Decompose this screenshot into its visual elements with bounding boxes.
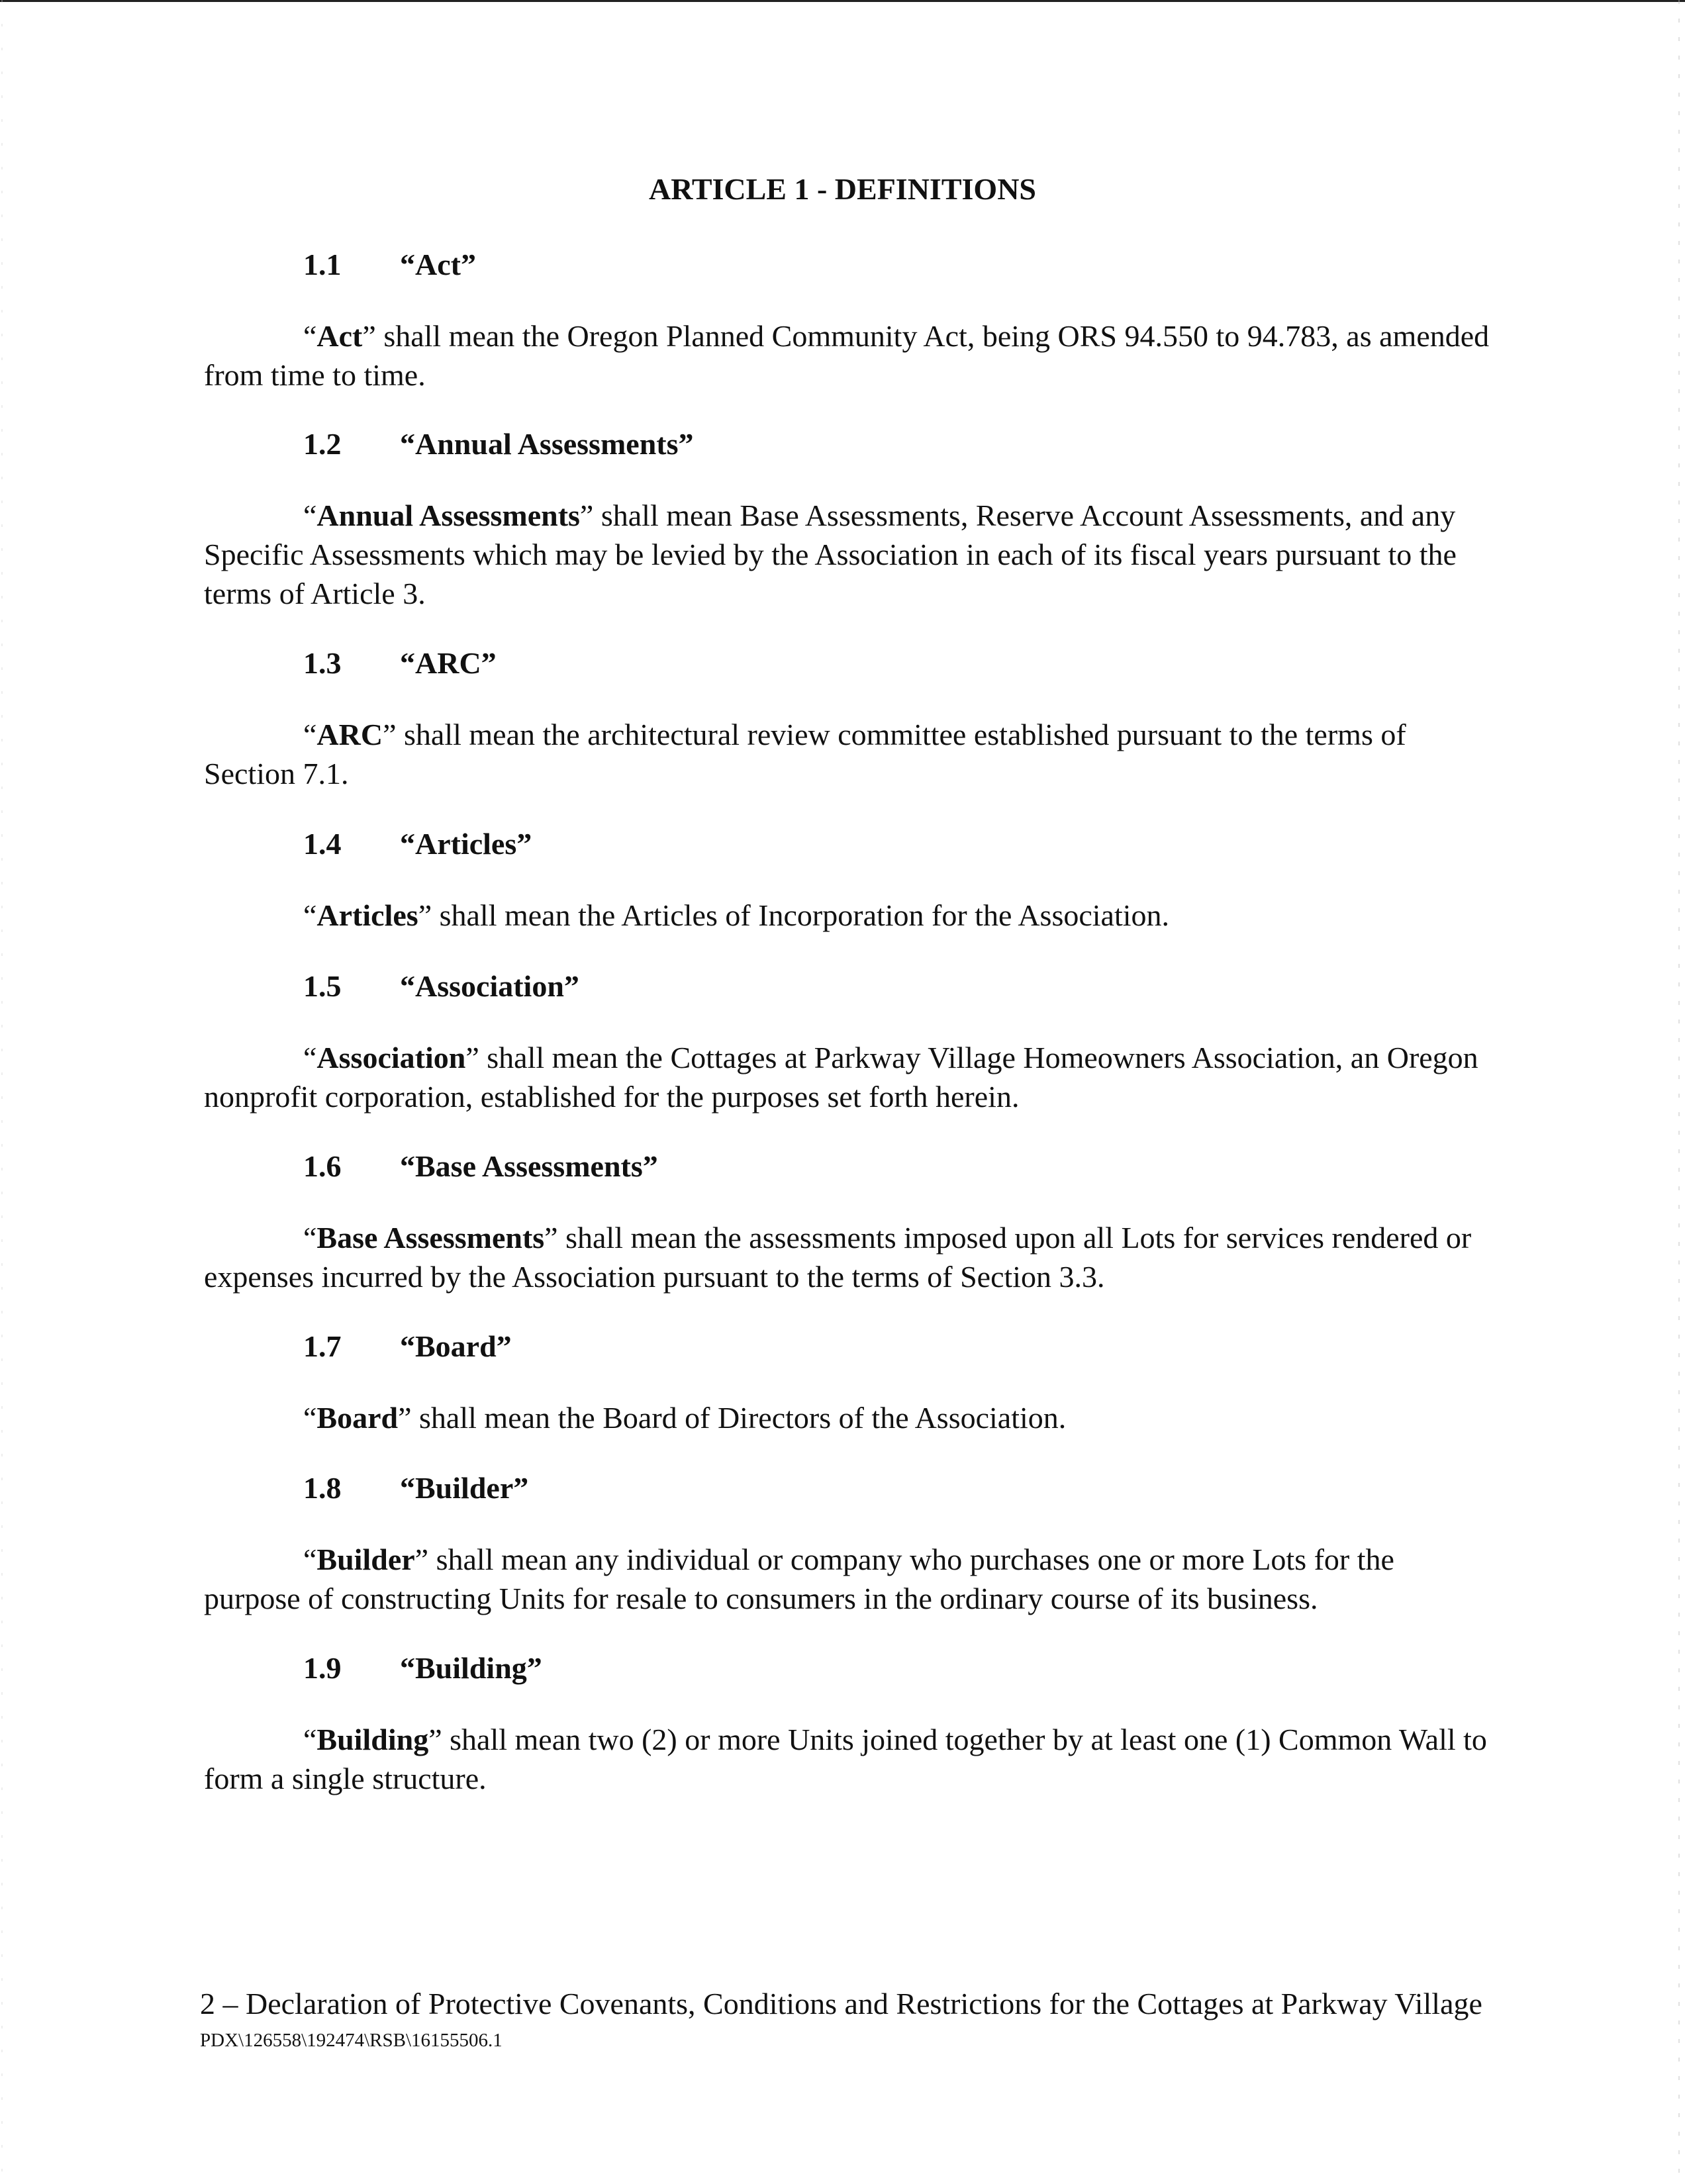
section-heading [303, 1147, 658, 1186]
section-title: “ARC” [400, 646, 497, 680]
section-definition: “Building” shall mean two (2) or more Units joined together by at least one (1) Common Wall to form a single structure. [204, 1723, 1487, 1795]
article-title: ARTICLE 1 - DEFINITIONS [649, 172, 1036, 206]
section-heading [303, 424, 694, 464]
defined-term: Board [316, 1401, 399, 1435]
section-definition: “Association” shall mean the Cottages at Parkway Village Homeowners Association, an Oregon nonprofit corporation, established for the purposes set forth herein. [204, 1041, 1478, 1114]
section-title: “Base Assessments” [400, 1149, 658, 1183]
section-title: “Builder” [400, 1471, 529, 1505]
scan-top-border [0, 0, 1685, 2]
defined-term: Association [316, 1041, 466, 1074]
section-title: “Articles” [400, 827, 532, 861]
section-definition: “Board” shall mean the Board of Directors of the Association. [303, 1401, 1067, 1435]
page-footer [200, 1985, 1517, 2052]
defined-term: ARC [316, 718, 383, 751]
section-number: 1.7 [303, 1329, 342, 1363]
section-heading [303, 643, 497, 683]
footer-document-id: PDX\126558\192474\RSB\16155506.1 [200, 2030, 503, 2051]
section-number: 1.4 [303, 827, 342, 861]
section-heading [303, 245, 476, 285]
section-number: 1.3 [303, 646, 342, 680]
section-heading [303, 1327, 512, 1366]
defined-term: Base Assessments [316, 1221, 545, 1255]
section-number: 1.5 [303, 969, 342, 1003]
section-definition: “Annual Assessments” shall mean Base Assessments, Reserve Account Assessments, and any Specific Assessments which may be levied by the Association in each of its fiscal years pursuant to the terms of Article 3. [204, 499, 1457, 610]
section-title: “Act” [400, 248, 476, 281]
section-title: “Association” [400, 969, 579, 1003]
section-number: 1.6 [303, 1149, 342, 1183]
section-heading [303, 824, 532, 864]
section-definition: “Builder” shall mean any individual or company who purchases one or more Lots for the purpose of constructing Units for resale to consumers in the ordinary course of its business. [204, 1543, 1394, 1615]
section-definition: “ARC” shall mean the architectural review committee established pursuant to the terms of Section 7.1. [204, 718, 1406, 790]
footer-title: 2 – Declaration of Protective Covenants, Conditions and Restrictions for the Cottages at Parkway Village [200, 1987, 1482, 2020]
section-number: 1.2 [303, 427, 342, 461]
section-title: “Annual Assessments” [400, 427, 694, 461]
defined-term: Annual Assessments [316, 499, 580, 532]
defined-term: Builder [316, 1543, 415, 1576]
section-title: “Board” [400, 1329, 512, 1363]
section-heading [303, 1468, 528, 1508]
defined-term: Building [316, 1723, 429, 1756]
section-number: 1.9 [303, 1651, 342, 1685]
section-heading [303, 967, 579, 1006]
section-title: “Building” [400, 1651, 542, 1685]
scan-left-edge [1, 0, 3, 2184]
defined-term: Articles [316, 898, 418, 932]
section-definition: “Base Assessments” shall mean the assessments imposed upon all Lots for services rendered or expenses incurred by the Association pursuant to the terms of Section 3.3. [204, 1221, 1472, 1294]
scan-right-edge [1678, 0, 1680, 2184]
section-heading [303, 1648, 542, 1688]
section-definition: “Act” shall mean the Oregon Planned Community Act, being ORS 94.550 to 94.783, as amended from time to time. [204, 319, 1490, 392]
section-number: 1.1 [303, 248, 342, 281]
section-number: 1.8 [303, 1471, 342, 1505]
section-definition: “Articles” shall mean the Articles of Incorporation for the Association. [303, 898, 1170, 932]
defined-term: Act [316, 319, 363, 353]
